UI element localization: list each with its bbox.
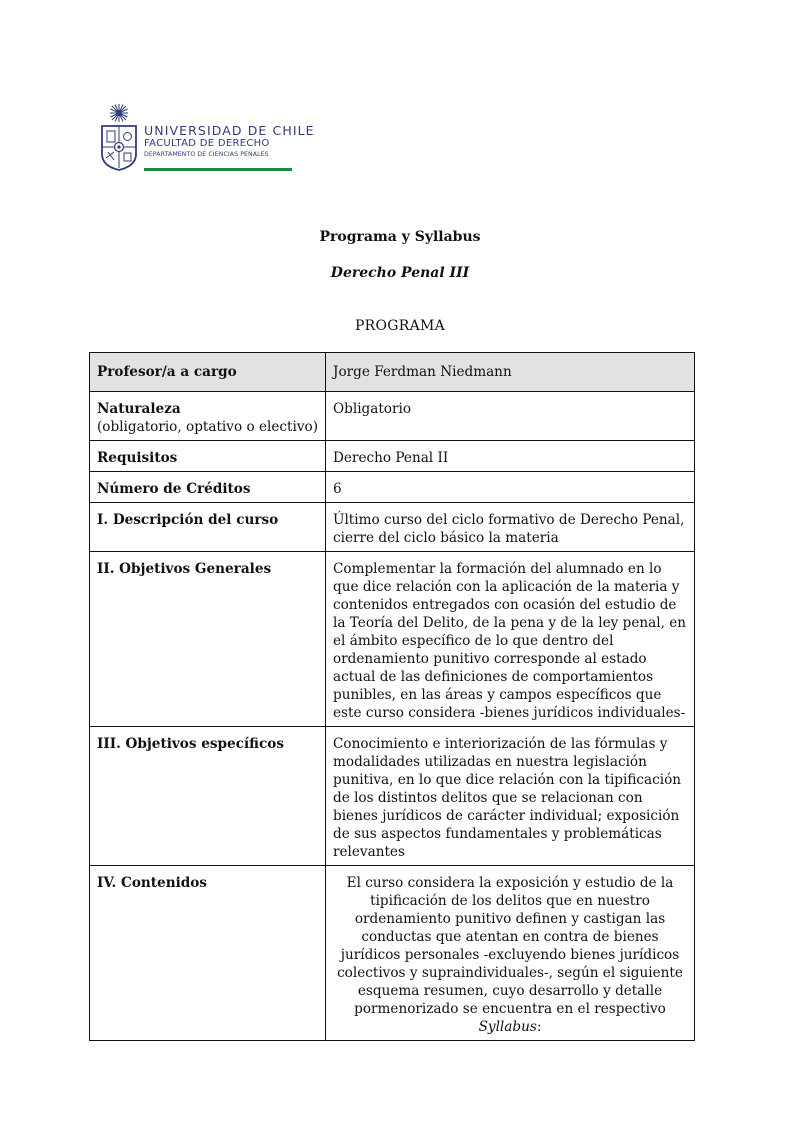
contenidos-end: :	[536, 1019, 542, 1035]
row-label: Requisitos	[90, 441, 326, 472]
row-value: Último curso del ciclo formativo de Derecho Penal, cierre del ciclo básico la materia	[326, 503, 695, 552]
university-crest-icon	[98, 102, 140, 172]
table-row	[90, 353, 695, 392]
program-table	[89, 352, 695, 1041]
row-value: Obligatorio	[326, 392, 695, 441]
logo-green-bar	[144, 168, 292, 171]
row-label	[90, 392, 326, 441]
row-label-main: Naturaleza	[97, 401, 181, 417]
logo-text	[144, 124, 315, 159]
row-label: Profesor/a a cargo	[90, 353, 326, 392]
table-row	[90, 392, 695, 441]
course-name: Derecho Penal III	[330, 265, 470, 281]
row-value	[326, 866, 695, 1041]
row-value: Jorge Ferdman Niedmann	[326, 353, 695, 392]
contenidos-text: El curso considera la exposición y estudio de la tipificación de los delitos que en nuestro ordenamiento punitivo definen y castigan las conductas que atentan en contra de bienes jurídicos personales -excluyendo bienes jurídicos colectivos y supraindividuales-, según el siguiente esquema resumen, cuyo desarrollo y detalle pormenorizado se encuentra en el respectivo	[337, 875, 683, 1017]
logo-university-name: UNIVERSIDAD DE CHILE	[144, 123, 315, 138]
logo-department-name: DEPARTAMENTO DE CIENCIAS PENALES	[144, 151, 269, 158]
table-row	[90, 472, 695, 503]
row-value: Complementar la formación del alumnado en lo que dice relación con la aplicación de la materia y contenidos entregados con ocasión del estudio de la Teoría del Delito, de la pena y de la ley penal, en el ámbito específico de lo que dentro del ordenamiento punitivo corresponde al estado actual de las definiciones de comportamientos punibles, en las áreas y campos específicos que este curso considera -bienes jurídicos individuales-	[326, 552, 695, 727]
table-row	[90, 866, 695, 1041]
row-label: IV. Contenidos	[90, 866, 326, 1041]
row-label: II. Objetivos Generales	[90, 552, 326, 727]
row-label: I. Descripción del curso	[90, 503, 326, 552]
section-heading: PROGRAMA	[354, 318, 446, 334]
row-value: Derecho Penal II	[326, 441, 695, 472]
table-row	[90, 503, 695, 552]
row-label: Número de Créditos	[90, 472, 326, 503]
logo-faculty-name: FACULTAD DE DERECHO	[144, 138, 270, 149]
row-value: Conocimiento e interiorización de las fórmulas y modalidades utilizadas en nuestra legislación punitiva, en lo que dice relación con la tipificación de los distintos delitos que se relacionan con bienes jurídicos de carácter individual; exposición de sus aspectos fundamentales y problemáticas relevantes	[326, 727, 695, 866]
row-label: III. Objetivos específicos	[90, 727, 326, 866]
table-row	[90, 552, 695, 727]
table-row	[90, 441, 695, 472]
table-row	[90, 727, 695, 866]
university-logo	[98, 102, 315, 174]
row-label-note: (obligatorio, optativo o electivo)	[97, 419, 318, 435]
row-value: 6	[326, 472, 695, 503]
document-title: Programa y Syllabus	[319, 229, 481, 245]
syllabus-word: Syllabus	[478, 1019, 537, 1035]
